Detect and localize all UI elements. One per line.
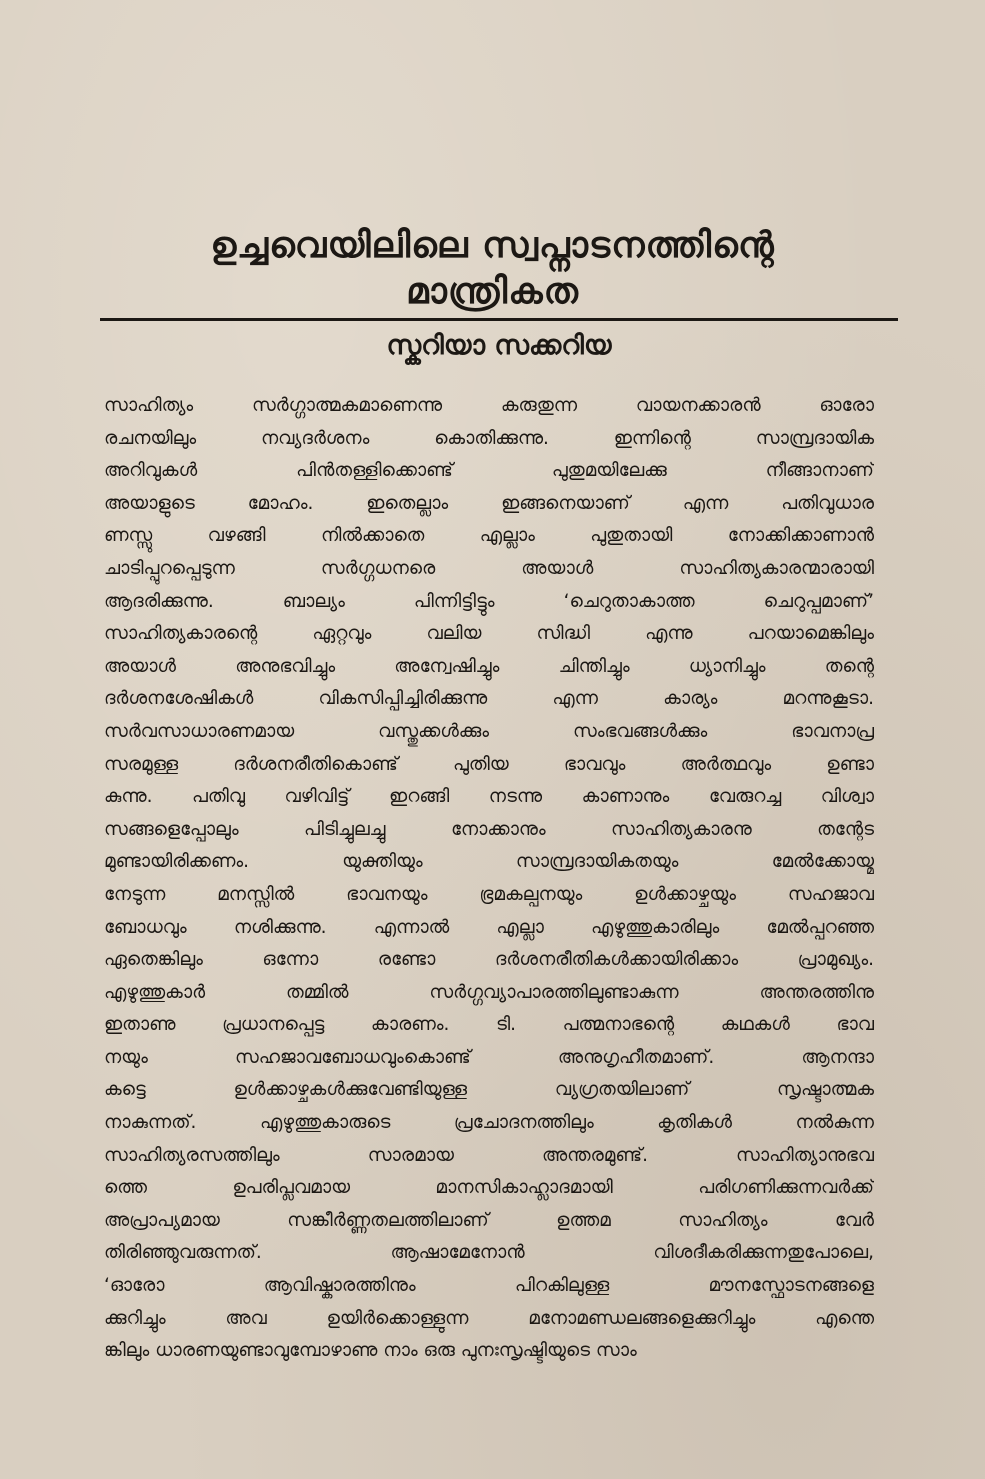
body-line: നാകുന്നത്. എഴുത്തുകാരുടെ പ്രചോദനത്തിലും കൃതികൾ നൽകുന്ന (104, 1112, 874, 1134)
body-line: സാഹിത്യരസത്തിലും സാരമായ അന്തരമുണ്ട്. സാഹിത്യാനുഭവ (104, 1144, 874, 1166)
body-line: ബോധവും നശിക്കുന്നു. എന്നാൽ എല്ലാ എഴുത്തുകാരിലും മേൽപ്പറഞ്ഞ (104, 916, 874, 938)
body-line: ഇതാണു പ്രധാനപ്പെട്ട കാരണം. ടി. പത്മനാഭന്റെ കഥകൾ ഭാവ (104, 1014, 874, 1036)
article-title-line-1: ഉച്ചവെയിലിലെ സ്വപ്നാടനത്തിന്റെ (210, 225, 775, 266)
body-line: മുണ്ടായിരിക്കണം. യുക്തിയും സാമ്പ്രദായികതയും മേൽക്കോയ്മ (104, 851, 874, 873)
body-line: ത്തെ ഉപരിപ്ലവമായ മാനസികാഹ്ലാദമായി പരിഗണിക്കുന്നവർക്ക് (104, 1177, 874, 1199)
body-line: സരമുള്ള ദർശനരീതികൊണ്ട് പുതിയ ഭാവവും അർത്ഥവും ഉണ്ടാ (104, 753, 874, 775)
body-line: നേടുന്ന മനസ്സിൽ ഭാവനയും ഭ്രമകല്പനയും ഉൾക്കാഴ്ചയും സഹജാവ (104, 883, 874, 905)
body-line: ഏതെങ്കിലും ഒന്നോ രണ്ടോ ദർശനരീതികൾക്കായിരിക്കാം പ്രാമുഖ്യം. (104, 949, 874, 971)
article-title-line-2: മാന്ത്രികത (406, 271, 579, 312)
body-line: സർവസാധാരണമായ വസ്തുക്കൾക്കും സംഭവങ്ങൾക്കും ഭാവനാപ്ര (104, 720, 874, 742)
body-line: കട്ടെ ഉൾക്കാഴ്ചകൾക്കുവേണ്ടിയുള്ള വ്യഗ്രതയിലാണ് സൃഷ്ടാത്മക (104, 1079, 874, 1101)
body-line: ണസ്സു വഴങ്ങി നിൽക്കാതെ എല്ലാം പുതുതായി നോക്കിക്കാണാൻ (104, 525, 874, 547)
body-line: ദർശനശേഷികൾ വികസിപ്പിച്ചിരിക്കുന്നു എന്ന കാര്യം മറന്നുകൂടാ. (104, 688, 874, 710)
body-line: തിരിഞ്ഞുവരുന്നത്. ആഷാമേനോൻ വിശദീകരിക്കുന്നതുപോലെ, (104, 1242, 874, 1264)
body-line: അപ്രാപ്യമായ സങ്കീർണ്ണതലത്തിലാണ് ഉത്തമ സാഹിത്യം വേർ (104, 1209, 874, 1231)
body-line: രചനയിലും നവ്യദർശനം കൊതിക്കുന്നു. ഇന്നിന്റെ സാമ്പ്രദായിക (104, 427, 874, 449)
article-body (104, 390, 874, 1368)
body-line: സങ്ങളെപ്പോലും പിടിച്ചുലച്ചു നോക്കാനും സാഹിത്യകാരനു തന്റേട (104, 818, 874, 840)
body-line: ആദരിക്കുന്നു. ബാല്യം പിന്നിട്ടിട്ടും ‘ചെറുതാകാത്ത ചെറുപ്പമാണ്’ (104, 590, 874, 612)
body-line: കുന്നു. പതിവു വഴിവിട്ട് ഇറങ്ങി നടന്നു കാണാനും വേരുറച്ച വിശ്വാ (104, 786, 874, 808)
body-line: അയാളുടെ മോഹം. ഇതെല്ലാം ഇങ്ങനെയാണ് എന്ന പതിവുധാര (104, 492, 874, 514)
body-line: ‘ഓരോ ആവിഷ്കാരത്തിനും പിറകിലുള്ള മൗനസ്ഫോടനങ്ങളെ (104, 1275, 874, 1297)
body-line: സാഹിത്യകാരന്റെ ഏറ്റവും വലിയ സിദ്ധി എന്നു പറയാമെങ്കിലും (104, 623, 874, 645)
title-divider-rule (100, 318, 898, 321)
body-line: എഴുത്തുകാർ തമ്മിൽ സർഗ്ഗവ്യാപാരത്തിലുണ്ടാകുന്ന അന്തരത്തിനു (104, 981, 874, 1003)
body-line: നയും സഹജാവബോധവുംകൊണ്ട് അനുഗൃഹീതമാണ്. ആനന്ദാ (104, 1046, 874, 1068)
body-line: അറിവുകൾ പിൻതള്ളിക്കൊണ്ട് പുതുമയിലേക്കു നീങ്ങാനാണ് (104, 460, 874, 482)
body-line: ങ്കിലും ധാരണയുണ്ടാവുമ്പോഴാണു നാം ഒരു പുനഃസൃഷ്ടിയുടെ സാം (104, 1340, 637, 1362)
body-line: ക്കുറിച്ചും അവ ഉയിർക്കൊള്ളുന്ന മനോമണ്ഡലങ്ങളെക്കുറിച്ചും എന്തെ (104, 1307, 874, 1329)
body-line: അയാൾ അനുഭവിച്ചും അന്വേഷിച്ചും ചിന്തിച്ചും ധ്യാനിച്ചും തന്റെ (104, 655, 874, 677)
article-author: സ്കറിയാ സക്കറിയ (386, 330, 612, 361)
body-line: ചാടിപ്പുറപ്പെടുന്ന സർഗ്ഗധനരെ അയാൾ സാഹിത്യകാരന്മാരായി (104, 557, 874, 579)
body-line: സാഹിത്യം സർഗ്ഗാത്മകമാണെന്നു കരുതുന്ന വായനക്കാരൻ ഓരോ (104, 395, 874, 416)
